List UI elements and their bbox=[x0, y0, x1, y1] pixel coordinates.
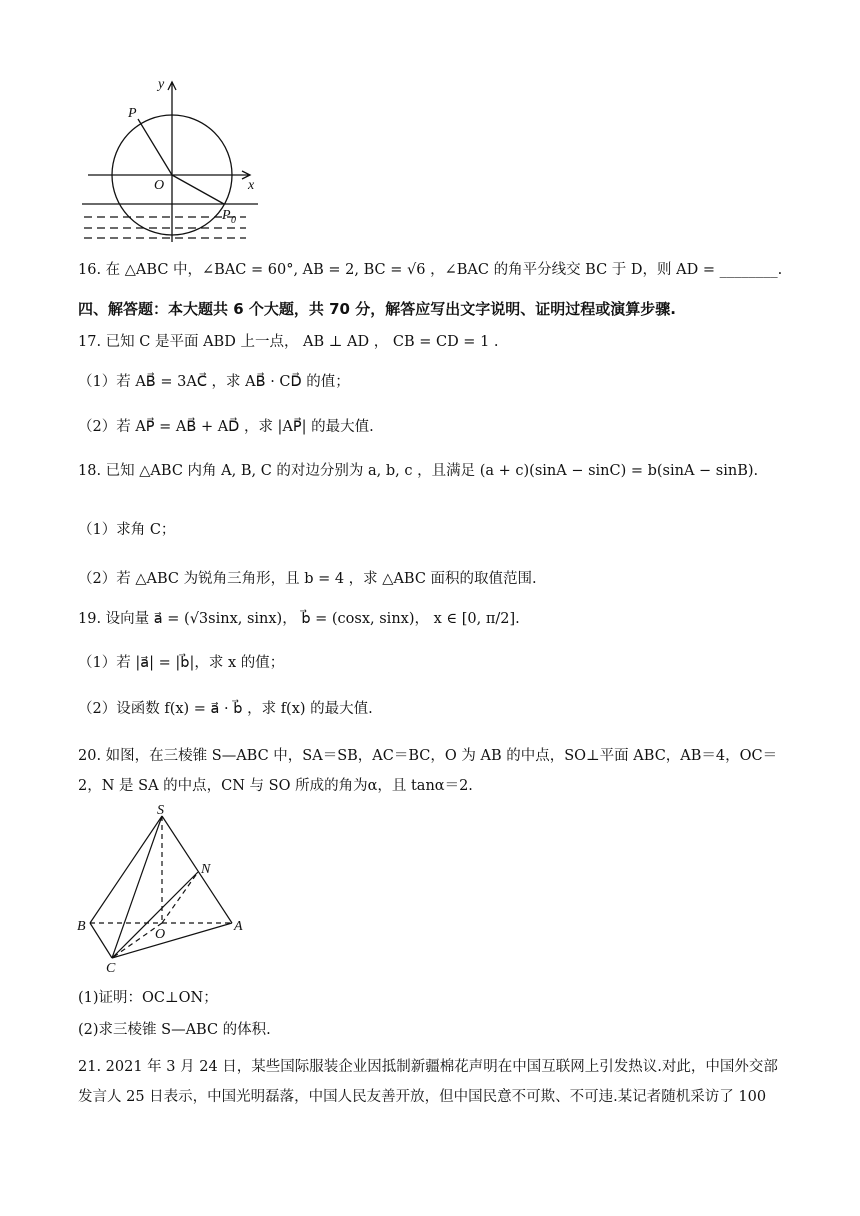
question-18-stem: 18. 已知 △ABC 内角 A, B, C 的对边分别为 a, b, c ，且满足 (a + c)(sinA − sinC) = b(sinA − sinB). bbox=[78, 463, 759, 479]
edge-sb bbox=[90, 816, 162, 923]
question-18-part-2: （2）若 △ABC 为锐角三角形，且 b = 4 ，求 △ABC 面积的取值范围. bbox=[78, 571, 537, 587]
edge-sa bbox=[162, 816, 232, 923]
label-y: y bbox=[158, 77, 165, 92]
edge-bc bbox=[90, 923, 112, 958]
question-19-stem: 19. 设向量 a⃗ = (√3sinx, sinx)， b⃗ = (cosx, sinx)， x ∈ [0, π/2]. bbox=[78, 611, 520, 627]
question-20-part-1: (1)证明：OC⊥ON； bbox=[78, 990, 218, 1006]
question-17-stem: 17. 已知 C 是平面 ABD 上一点， AB ⊥ AD ， CB = CD = 1 . bbox=[78, 334, 499, 350]
question-21-stem: 21. 2021 年 3 月 24 日，某些国际服装企业因抵制新疆棉花声明在中国互联网上引发热议.对此，中国外交部发言人 25 日表示，中国光明磊落，中国人民友善开放，但中国民意不可欺、不可违.某记者随机采访了 100 bbox=[78, 1059, 778, 1105]
label-x: x bbox=[248, 178, 255, 193]
question-19-part-2: （2）设函数 f(x) = a⃗ · b⃗ ，求 f(x) 的最大值. bbox=[78, 701, 373, 717]
segment-op0 bbox=[172, 175, 224, 204]
question-17-part-2: （2）若 AP⃗ = AB⃗ + AD⃗ ，求 |AP⃗| 的最大值. bbox=[78, 419, 374, 435]
label-c: C bbox=[106, 961, 116, 976]
question-20-stem: 20. 如图，在三棱锥 S—ABC 中，SA＝SB，AC＝BC，O 为 AB 的中点，SO⊥平面 ABC，AB＝4，OC＝2，N 是 SA 的中点，CN 与 SO 所成的角为α，且 tanα＝2. bbox=[78, 748, 778, 794]
unit-circle-figure bbox=[78, 72, 268, 244]
segment-on-dashed bbox=[162, 872, 198, 923]
label-b: B bbox=[77, 919, 86, 934]
label-s: S bbox=[157, 803, 164, 818]
label-p0-subscript: 0 bbox=[231, 215, 236, 226]
label-n: N bbox=[201, 862, 211, 877]
label-o: O bbox=[154, 178, 165, 193]
question-20-part-2: (2)求三棱锥 S—ABC 的体积. bbox=[78, 1022, 271, 1038]
label-p0: P bbox=[222, 208, 231, 223]
question-18-part-1: （1）求角 C； bbox=[78, 522, 176, 538]
question-16: 16. 在 △ABC 中，∠BAC = 60°, AB = 2, BC = √6 ，∠BAC 的角平分线交 BC 于 D，则 AD = ________. bbox=[78, 262, 783, 278]
label-a: A bbox=[234, 919, 243, 934]
label-p: P bbox=[128, 106, 137, 121]
tetrahedron-figure bbox=[74, 800, 254, 978]
label-o: O bbox=[155, 927, 166, 942]
question-19-part-1: （1）若 |a⃗| = |b⃗|，求 x 的值； bbox=[78, 655, 285, 671]
segment-op bbox=[138, 119, 172, 175]
question-17-part-1: （1）若 AB⃗ = 3AC⃗ ，求 AB⃗ · CD⃗ 的值； bbox=[78, 374, 350, 390]
section-4-heading: 四、解答题：本大题共 6 个大题，共 70 分，解答应写出文字说明、证明过程或演算步骤. bbox=[78, 300, 676, 318]
